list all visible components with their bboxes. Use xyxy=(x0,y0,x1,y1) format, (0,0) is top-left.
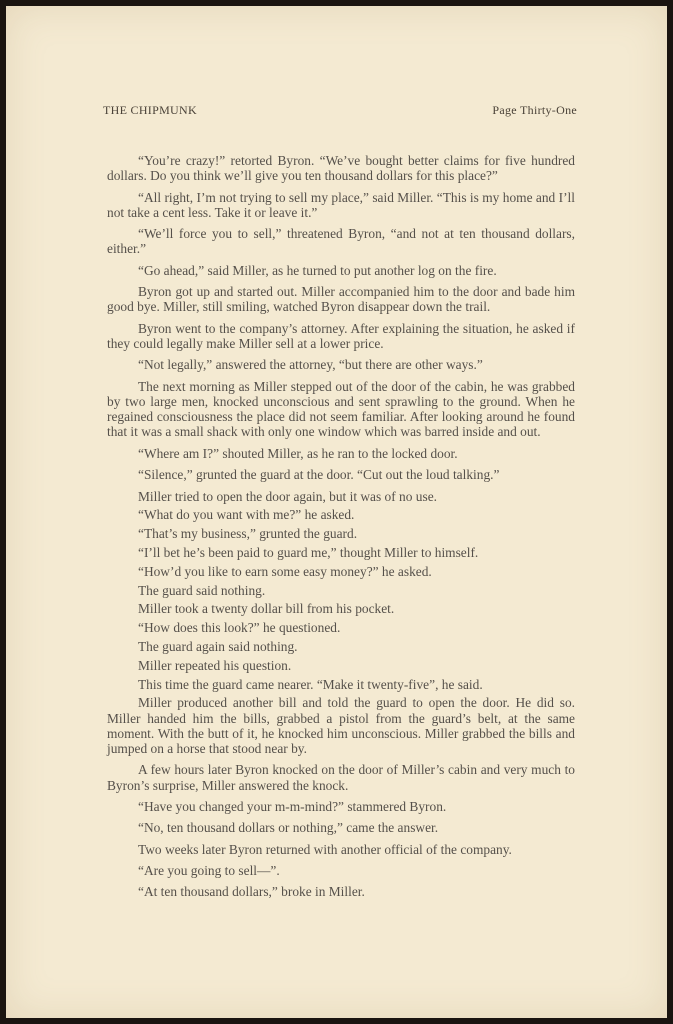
paragraph: A few hours later Byron knocked on the door of Miller’s cabin and very much to Byron’s surprise, Miller answered the knock. xyxy=(107,762,575,793)
paragraph: “Not legally,” answered the attorney, “but there are other ways.” xyxy=(138,357,483,373)
page-sheet xyxy=(6,6,667,1018)
story-body xyxy=(107,153,575,906)
paragraph: “You’re crazy!” retorted Byron. “We’ve bought better claims for five hundred dollars. Do you think we’ll give you ten thousand dollars for this place?” xyxy=(107,153,575,184)
page-number: Page Thirty-One xyxy=(492,103,577,117)
paragraph: The next morning as Miller stepped out of the door of the cabin, he was grabbed by two large men, knocked unconscious and sent sprawling to the ground. When he regained consciousness the place did not seem familiar. After looking around he found that it was a small shack with only one window which was barred inside and out. xyxy=(107,378,575,440)
paragraph: “I’ll bet he’s been paid to guard me,” thought Miller to himself. xyxy=(138,544,479,560)
paragraph: “Where am I?” shouted Miller, as he ran to the locked door. xyxy=(138,445,458,461)
paragraph: The guard said nothing. xyxy=(138,582,266,598)
paragraph: “That’s my business,” grunted the guard. xyxy=(138,526,358,542)
paragraph: Miller produced another bill and told the guard to open the door. He did so. Miller handed him the bills, grabbed a pistol from the guard’s belt, at the same moment. With the butt of it, he knocked him unconscious. Miller grabbed the bills and jumped on a horse that stood near by. xyxy=(107,695,575,756)
paragraph: Miller repeated his question. xyxy=(138,657,292,673)
paragraph: Miller took a twenty dollar bill from his pocket. xyxy=(138,601,395,617)
paragraph: This time the guard came nearer. “Make it twenty-five”, he said. xyxy=(138,676,483,692)
paragraph: “No, ten thousand dollars or nothing,” came the answer. xyxy=(138,820,439,836)
paragraph: “Are you going to sell—”. xyxy=(138,863,280,879)
paragraph: “How does this look?” he questioned. xyxy=(138,620,341,636)
paragraph: “Have you changed your m-m-mind?” stammered Byron. xyxy=(138,798,447,814)
publication-title: THE CHIPMUNK xyxy=(103,103,197,117)
paragraph: “How’d you like to earn some easy money?” he asked. xyxy=(138,563,432,579)
paragraph: “All right, I’m not trying to sell my place,” said Miller. “This is my home and I’ll not take a cent less. Take it or leave it.” xyxy=(107,189,575,220)
paragraph: Two weeks later Byron returned with another official of the company. xyxy=(138,841,512,857)
paragraph: “Silence,” grunted the guard at the door. “Cut out the loud talking.” xyxy=(138,467,500,483)
paragraph: The guard again said nothing. xyxy=(138,638,298,654)
paragraph: Byron got up and started out. Miller accompanied him to the door and bade him good bye. Miller, still smiling, watched Byron disappear down the trail. xyxy=(107,284,575,315)
paragraph: “Go ahead,” said Miller, as he turned to put another log on the fire. xyxy=(138,262,497,278)
paragraph: “We’ll force you to sell,” threatened Byron, “and not at ten thousand dollars, either.” xyxy=(107,226,575,257)
paragraph: “What do you want with me?” he asked. xyxy=(138,507,355,523)
paragraph: Miller tried to open the door again, but it was of no use. xyxy=(138,488,437,504)
paragraph: Byron went to the company’s attorney. After explaining the situation, he asked if they could legally make Miller sell at a lower price. xyxy=(107,320,575,351)
paragraph: “At ten thousand dollars,” broke in Miller. xyxy=(138,884,365,900)
